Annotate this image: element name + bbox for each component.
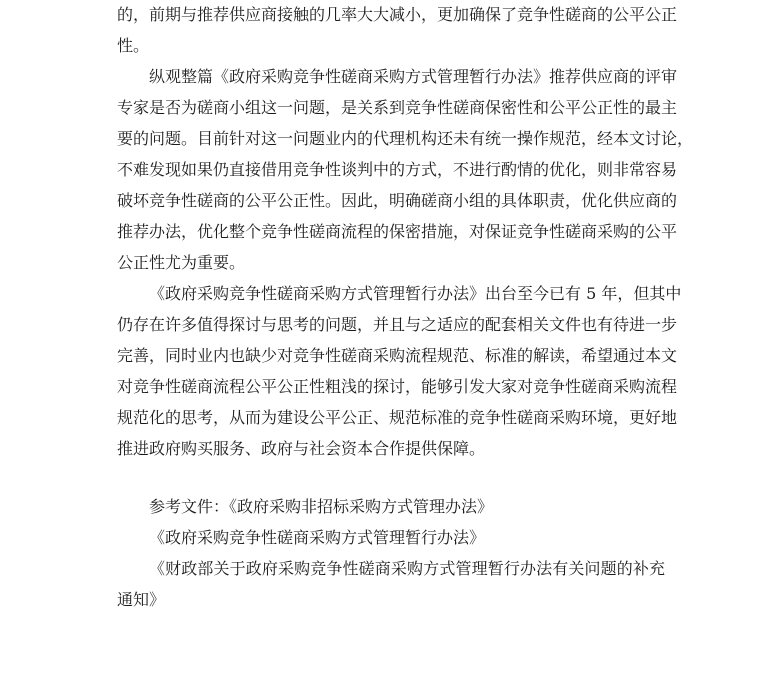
paragraph3-line1: 《政府采购竞争性磋商采购方式管理暂行办法》出台至今已有 5 年，但其中: [149, 284, 682, 303]
paragraph3-line3: 完善，同时业内也缺少对竞争性磋商采购流程规范、标准的解读，希望通过本文: [117, 346, 678, 365]
paragraph3-line5: 规范化的思考，从而为建设公平公正、规范标准的竞争性磋商采购环境，更好地: [117, 408, 678, 427]
paragraph2-line5: 破坏竞争性磋商的公平公正性。因此，明确磋商小组的具体职责，优化供应商的: [117, 191, 678, 210]
references-heading: 参考文件：《政府采购非招标采购方式管理办法》: [149, 497, 494, 516]
paragraph1-line2: 性。: [117, 36, 150, 55]
paragraph1-line1: 的，前期与推荐供应商接触的几率大大减小，更加确保了竞争性磋商的公平公正: [117, 5, 678, 24]
paragraph2-line1: 纵观整篇《政府采购竞争性磋商采购方式管理暂行办法》推荐供应商的评审: [149, 67, 678, 86]
paragraph2-line4: 不难发现如果仍直接借用竞争性谈判中的方式，不进行酌情的优化，则非常容易: [117, 160, 678, 179]
paragraph2-line2: 专家是否为磋商小组这一问题，是关系到竞争性磋商保密性和公平公正性的最主: [117, 98, 678, 117]
reference-item-2: 《政府采购竞争性磋商采购方式管理暂行办法》: [149, 528, 486, 547]
paragraph2-line3: 要的问题。目前针对这一问题业内的代理机构还未有统一操作规范，经本文讨论，: [117, 129, 694, 148]
paragraph2-line7: 公正性尤为重要。: [117, 253, 246, 272]
reference-item-3-cont: 通知》: [117, 590, 166, 609]
paragraph3-line4: 对竞争性磋商流程公平公正性粗浅的探讨，能够引发大家对竞争性磋商采购流程: [117, 377, 678, 396]
paragraph3-line6: 推进政府购买服务、政府与社会资本合作提供保障。: [117, 439, 486, 458]
paragraph3-line2: 仍存在许多值得探讨与思考的问题，并且与之适应的配套相关文件也有待进一步: [117, 315, 678, 334]
reference-item-3: 《财政部关于政府采购竞争性磋商采购方式管理暂行办法有关问题的补充: [149, 559, 665, 578]
paragraph2-line6: 推荐办法，优化整个竞争性磋商流程的保密措施，对保证竞争性磋商采购的公平: [117, 222, 678, 241]
